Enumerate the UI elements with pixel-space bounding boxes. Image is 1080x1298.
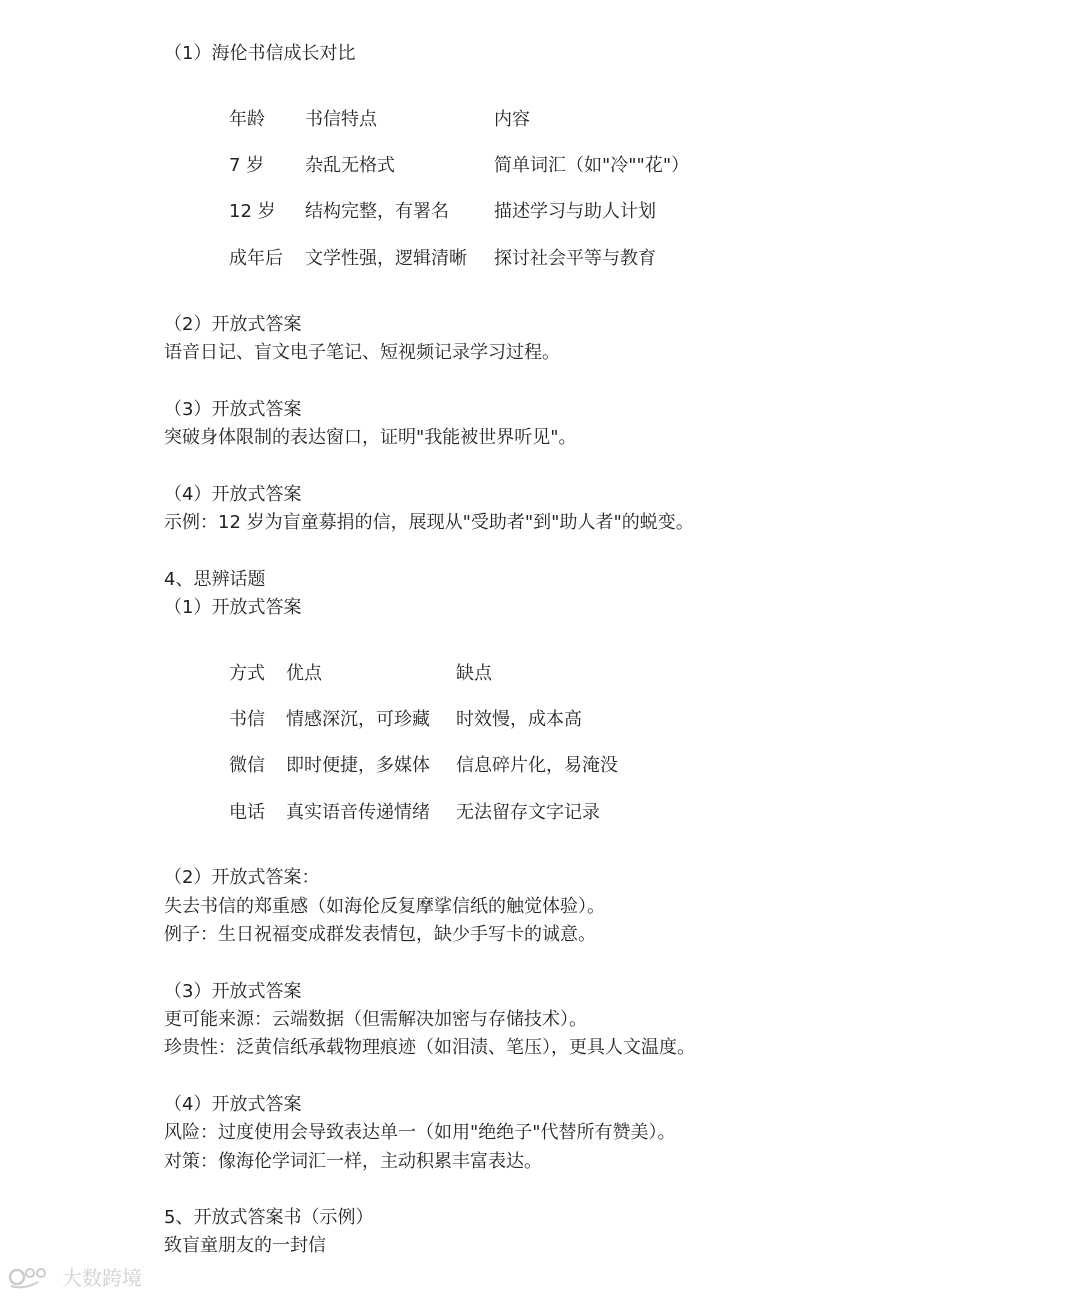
section-4-q3-heading: （3）开放式答案 xyxy=(164,981,302,1002)
q3-heading: （3）开放式答案 xyxy=(164,399,302,420)
section-4-title: 4、思辨话题 xyxy=(164,569,266,590)
q2-answer: 语音日记、盲文电子笔记、短视频记录学习过程。 xyxy=(164,342,560,363)
section-5-text: 致盲童朋友的一封信 xyxy=(164,1235,326,1256)
table-cell: 无法留存文字记录 xyxy=(456,802,600,823)
table-cell: 描述学习与助人计划 xyxy=(494,201,656,222)
table-cell: 探讨社会平等与教育 xyxy=(494,248,656,269)
section-4-q2-line: 例子：生日祝福变成群发表情包，缺少手写卡的诚意。 xyxy=(164,924,596,945)
table-cell: 文学性强，逻辑清晰 xyxy=(305,248,467,269)
table-cell: 杂乱无格式 xyxy=(305,155,395,176)
section-4-q2-line: 失去书信的郑重感（如海伦反复摩挲信纸的触觉体验）。 xyxy=(164,896,605,917)
section-4-q3-line: 珍贵性：泛黄信纸承载物理痕迹（如泪渍、笔压），更具人文温度。 xyxy=(164,1037,695,1058)
q2-heading: （2）开放式答案 xyxy=(164,314,302,335)
table-header-cell: 优点 xyxy=(286,663,322,684)
table-cell: 微信 xyxy=(229,755,265,776)
table-header-cell: 方式 xyxy=(229,663,265,684)
q3-answer: 突破身体限制的表达窗口，证明"我能被世界听见"。 xyxy=(164,427,577,448)
watermark-logo-icon xyxy=(8,1264,56,1290)
table-header-cell: 缺点 xyxy=(456,663,492,684)
table-cell: 真实语音传递情绪 xyxy=(286,802,430,823)
table-cell: 成年后 xyxy=(229,248,283,269)
section-4-q4-heading: （4）开放式答案 xyxy=(164,1094,302,1115)
table-cell: 简单词汇（如"冷""花"） xyxy=(494,155,690,176)
section-4-q2-heading: （2）开放式答案： xyxy=(164,867,320,888)
table-cell: 情感深沉，可珍藏 xyxy=(286,709,430,730)
table-cell: 即时便捷，多媒体 xyxy=(286,755,430,776)
table-header-cell: 书信特点 xyxy=(305,109,377,130)
watermark-text: 大数跨境 xyxy=(62,1266,142,1290)
table-cell: 时效慢，成本高 xyxy=(456,709,582,730)
table-header-cell: 内容 xyxy=(494,109,530,130)
table-cell: 电话 xyxy=(229,802,265,823)
section-1-heading: （1）海伦书信成长对比 xyxy=(164,43,356,64)
section-4-q3-line: 更可能来源：云端数据（但需解决加密与存储技术）。 xyxy=(164,1009,587,1030)
section-5-title: 5、开放式答案书（示例） xyxy=(164,1207,374,1228)
watermark xyxy=(8,1262,142,1291)
table-cell: 书信 xyxy=(229,709,265,730)
table-cell: 信息碎片化，易淹没 xyxy=(456,755,618,776)
section-4-q4-line: 对策：像海伦学词汇一样，主动积累丰富表达。 xyxy=(164,1151,542,1172)
table-cell: 12 岁 xyxy=(229,201,276,222)
table-header-cell: 年龄 xyxy=(229,109,265,130)
q4-answer: 示例：12 岁为盲童募捐的信，展现从"受助者"到"助人者"的蜕变。 xyxy=(164,512,694,533)
table-cell: 结构完整，有署名 xyxy=(305,201,449,222)
section-4-q1-heading: （1）开放式答案 xyxy=(164,597,302,618)
table-cell: 7 岁 xyxy=(229,155,265,176)
q4-heading: （4）开放式答案 xyxy=(164,484,302,505)
section-4-q4-line: 风险：过度使用会导致表达单一（如用"绝绝子"代替所有赞美）。 xyxy=(164,1122,676,1143)
